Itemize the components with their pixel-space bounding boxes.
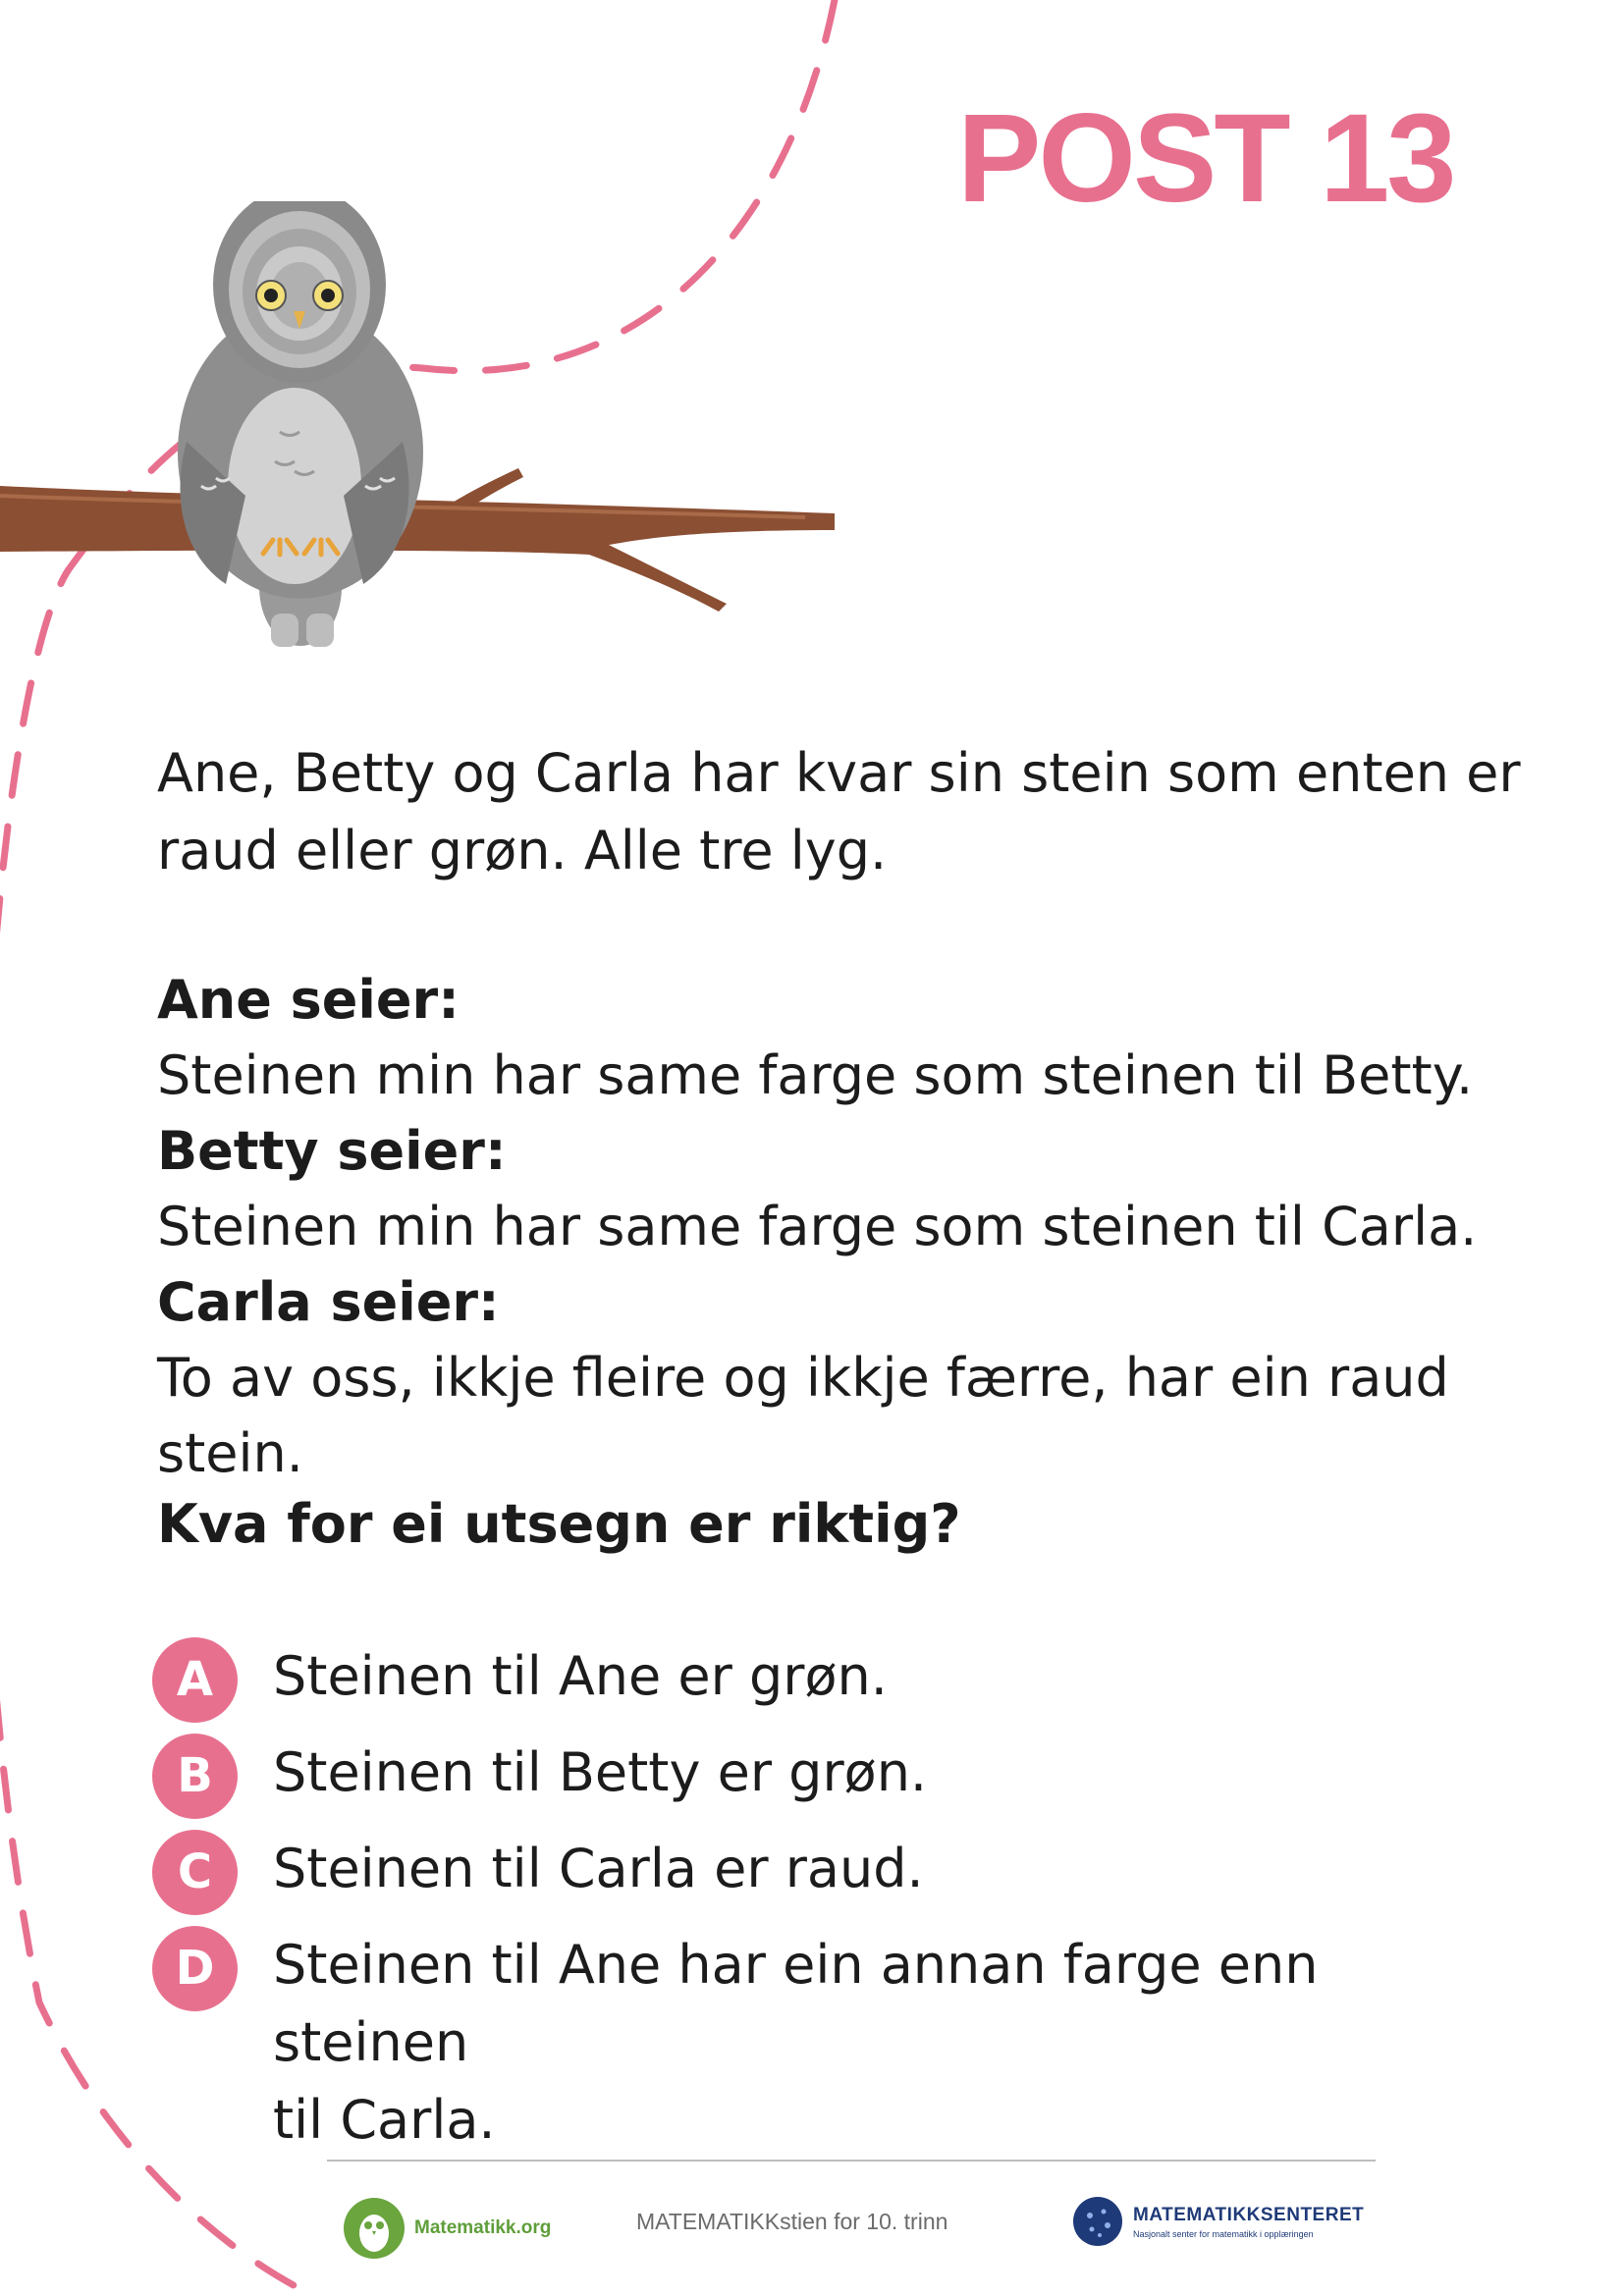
intro-line: raud eller grøn. Alle tre lyg.: [157, 820, 888, 881]
right-logo-text: [1133, 2205, 1364, 2239]
option-text: Steinen til Betty er grøn.: [273, 1741, 928, 1803]
right-logo-subtitle: Nasjonalt senter for matematikk i opplæringen: [1133, 2228, 1314, 2239]
left-logo-text: Matematikk.org: [414, 2217, 552, 2238]
option-a[interactable]: [152, 1637, 1527, 1715]
statements: [157, 962, 1591, 1491]
option-text: Steinen til Carla er raud.: [273, 1838, 924, 1899]
right-logo-name: MATEMATIKKSENTERET: [1133, 2204, 1365, 2225]
speaker-carla: Carla seier:: [157, 1271, 500, 1333]
owl-icon: [178, 201, 423, 647]
footer-right-logo[interactable]: [1072, 2196, 1364, 2247]
option-letter-badge: A: [152, 1637, 238, 1723]
speaker-ane: Ane seier:: [157, 969, 460, 1031]
intro-line: Ane, Betty og Carla har kvar sin stein som enten er: [157, 742, 1521, 804]
option-b[interactable]: [152, 1734, 1527, 1811]
option-text: Steinen til Ane har ein annan farge enn steinen: [273, 1934, 1319, 2073]
quote-betty: Steinen min har same farge som steinen til Carla.: [157, 1196, 1478, 1257]
matematikksenteret-logo-icon: [1072, 2196, 1123, 2247]
option-text: Steinen til Ane er grøn.: [273, 1645, 888, 1707]
page-title: POST 13: [957, 88, 1454, 229]
option-letter-badge: B: [152, 1734, 238, 1819]
footer-left-logo[interactable]: [342, 2196, 551, 2261]
quote-ane: Steinen min har same farge som steinen til Betty.: [157, 1044, 1474, 1106]
footer-center-text: MATEMATIKKstien for 10. trinn: [636, 2209, 948, 2234]
option-letter-badge: C: [152, 1830, 238, 1915]
option-c[interactable]: [152, 1830, 1527, 1907]
owl-on-branch-illustration: [0, 201, 844, 663]
answer-options: [152, 1637, 1527, 2177]
footer-divider: [327, 2160, 1376, 2162]
option-letter-badge: D: [152, 1926, 238, 2011]
question: Kva for ei utsegn er riktig?: [157, 1493, 961, 1555]
intro-text: [157, 734, 1551, 889]
matematikk-org-owl-logo-icon: [342, 2196, 406, 2261]
option-text: til Carla.: [273, 2089, 496, 2151]
speaker-betty: Betty seier:: [157, 1120, 507, 1182]
option-d[interactable]: [152, 1926, 1527, 2159]
quote-carla: To av oss, ikkje fleire og ikkje færre, har ein raud stein.: [157, 1347, 1449, 1484]
